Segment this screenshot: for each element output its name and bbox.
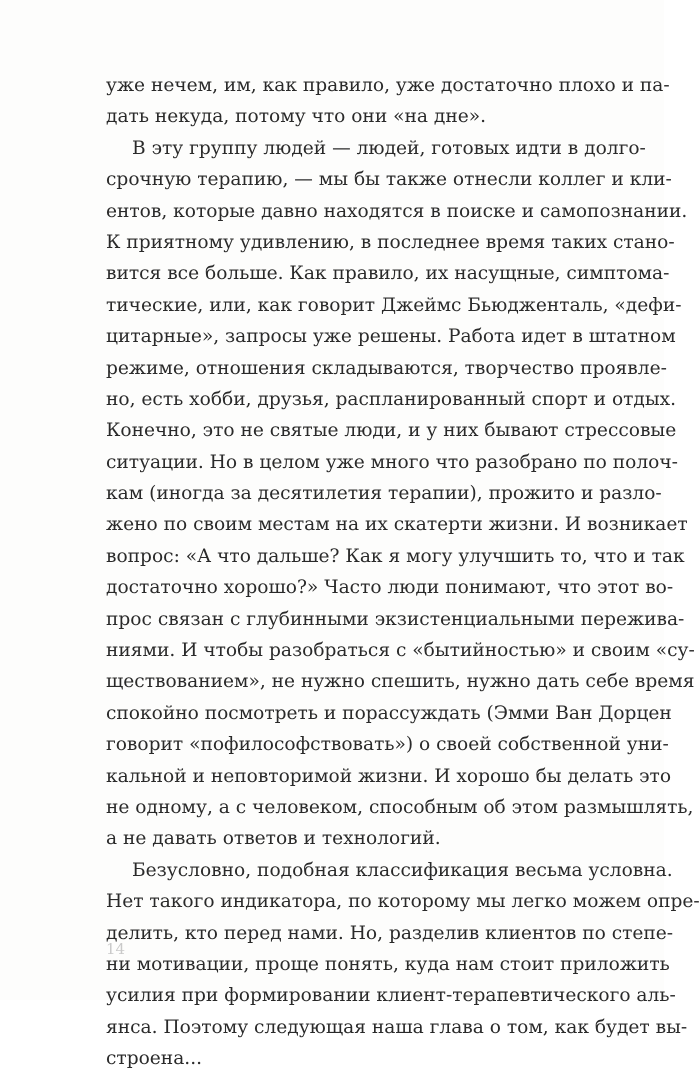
text-line: уже нечем, им, как правило, уже достаточно плохо и па-	[106, 75, 670, 96]
body-text	[106, 70, 700, 1075]
text-line: ситуации. Но в целом уже много что разобрано по полоч-	[106, 451, 678, 473]
text-line: спокойно посмотреть и порассуждать (Эмми Ван Дорцен	[106, 702, 672, 724]
text-line: делить, кто перед нами. Но, разделив клиентов по степе-	[106, 922, 674, 944]
text-line: режиме, отношения складываются, творчество проявле-	[106, 357, 667, 379]
text-line: ществованием», не нужно спешить, нужно дать себе время	[106, 671, 695, 693]
text-line: В эту группу людей — людей, готовых идти в долго-	[132, 137, 646, 159]
text-line: достаточно хорошо?» Часто люди понимают, что этот во-	[106, 577, 674, 599]
text-line: строена...	[106, 1048, 203, 1070]
text-line: Безусловно, подобная классификация весьма условна.	[132, 859, 673, 881]
text-line: К приятному удивлению, в последнее время таких стано-	[106, 231, 675, 253]
text-line: но, есть хобби, друзья, распланированный спорт и отдых.	[106, 388, 677, 410]
text-line: цитарные», запросы уже решены. Работа идет в штатном	[106, 326, 676, 348]
text-line: вится все больше. Как правило, их насущные, симптома-	[106, 263, 670, 285]
text-line: Нет такого индикатора, по которому мы легко можем опре-	[106, 891, 700, 913]
text-line: Конечно, это не святые люди, и у них бывают стрессовые	[106, 420, 677, 442]
text-line: кальной и неповторимой жизни. И хорошо бы делать это	[106, 765, 672, 787]
text-line: кам (иногда за десятилетия терапии), прожито и разло-	[106, 483, 662, 505]
text-line: срочную терапию, — мы бы также отнесли коллег и кли-	[106, 169, 672, 191]
text-line: янса. Поэтому следующая наша глава о том, как будет вы-	[106, 1016, 688, 1038]
text-line: ни мотивации, проще понять, куда нам стоит приложить	[106, 953, 670, 975]
text-line: говорит «пофилософствовать») о своей собственной уни-	[106, 734, 669, 756]
text-line: тические, или, как говорит Джеймс Бьюдженталь, «дефи-	[106, 294, 682, 316]
text-line: усилия при формировании клиент-терапевтического аль-	[106, 985, 676, 1007]
text-line: ентов, которые давно находятся в поиске и самопознании.	[106, 200, 688, 222]
page-number: 14	[106, 940, 126, 958]
text-line: прос связан с глубинными экзистенциальными пережива-	[106, 608, 685, 630]
text-line: вопрос: «А что дальше? Как я могу улучшить то, что и так	[106, 545, 685, 567]
text-line: ниями. И чтобы разобраться с «бытийностью» и своим «су-	[106, 640, 695, 662]
text-line: не одному, а с человеком, способным об этом размышлять,	[106, 796, 694, 818]
text-line: дать некуда, потому что они «на дне».	[106, 106, 487, 128]
text-line: жено по своим местам на их скатерти жизни. И возникает	[106, 514, 688, 536]
text-line: а не давать ответов и технологий.	[106, 828, 441, 850]
